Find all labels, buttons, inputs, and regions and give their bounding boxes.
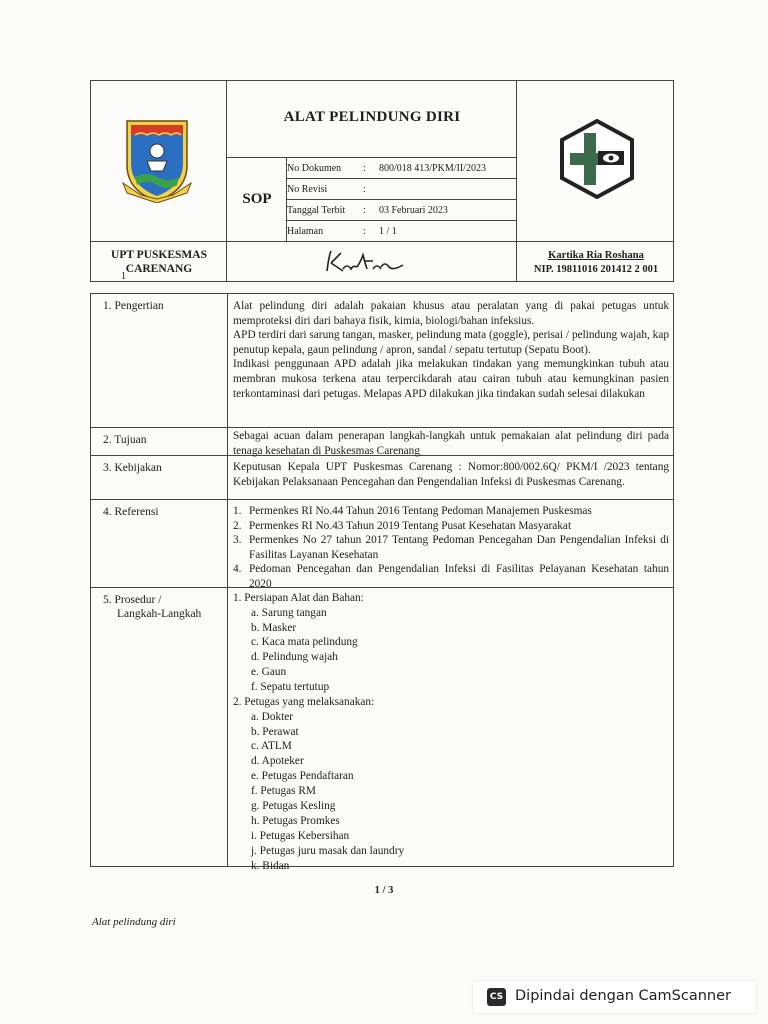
meta-colon: : [363, 226, 366, 237]
meta-tanggal-terbit [287, 200, 517, 221]
page-number: 1 / 3 [374, 885, 394, 896]
list-item: j. Petugas juru masak dan laundry [251, 844, 405, 857]
row-referensi [91, 499, 673, 588]
meta-value: 1 / 1 [379, 226, 397, 237]
paragraph: Indikasi penggunaan APD adalah jika melakukan tindakan yang memungkinkan tubuh atau membran mukosa terkena atau terpercikdarah atau cairan tubuh atau kemungkinan pasien terkontaminasi dari petugas. Melapas APD dilakukan jika tindakan sudah selesai dilakukan [233, 358, 669, 400]
meta-key: No Revisi [287, 184, 328, 195]
meta-value: 03 Februari 2023 [379, 205, 448, 216]
list-item: f. Petugas RM [251, 785, 316, 798]
regency-crest-icon [121, 113, 193, 203]
staff-list [233, 710, 669, 874]
unit-name: UPT PUSKESMAS CARENANG [111, 249, 207, 275]
list-item: d. Apoteker [251, 755, 304, 768]
row-label: 3. Kebijakan [103, 462, 162, 474]
list-item: b. Masker [251, 621, 297, 634]
puskesmas-hexagon-icon [560, 119, 634, 199]
meta-value: 800/018 413/PKM/II/2023 [379, 163, 486, 174]
camscanner-icon: CS [487, 988, 506, 1006]
row-tujuan [91, 427, 673, 456]
head-name: Kartika Ria Roshana [548, 250, 644, 261]
row-label: 1. Pengertian [103, 300, 164, 312]
head-of-puskesmas [517, 241, 675, 283]
sop-header [90, 80, 674, 282]
list-item: c. Kaca mata pelindung [251, 636, 358, 649]
row-prosedur [91, 587, 673, 872]
meta-key: Halaman [287, 226, 324, 237]
list-item: d. Pelindung wajah [251, 651, 338, 664]
list-item: 3. Permenkes No 27 tahun 2017 Tentang Pedoman Pencegahan Dan Pengendalian Infeksi di Fasilitas Layanan Kesehatan [233, 534, 669, 561]
logo-number: 1 [121, 271, 126, 282]
sop-content-table [90, 293, 674, 872]
section-title: 1. Persiapan Alat dan Bahan: [233, 592, 364, 604]
paragraph: Alat pelindung diri adalah pakaian khusus atau peralatan yang di pakai petugas untuk memproteksi diri dari bahaya fisik, kimia, biologi/bahan infeksius. [233, 300, 669, 327]
list-item: a. Dokter [251, 710, 294, 723]
section-title: 2. Petugas yang melaksanakan: [233, 696, 375, 709]
paragraph: APD terdiri dari sarung tangan, masker, pelindung mata (goggle), perisai / pelindung wajah, kap penutup kepala, gaun pelindung / apron, sandal / sepatu tertutup (Sepatu Boot). [233, 329, 669, 356]
signature-icon [323, 247, 413, 277]
puskesmas-logo-cell [517, 81, 675, 241]
row-pengertian [91, 294, 673, 427]
footer-document-title: Alat pelindung diri [92, 916, 176, 928]
list-item: k. Bidan [251, 859, 290, 872]
list-item: c. ATLM [251, 740, 292, 753]
list-item: h. Petugas Promkes [251, 814, 340, 827]
meta-no-dokumen [287, 158, 517, 179]
row-kebijakan [91, 455, 673, 500]
sop-label: SOP [242, 191, 272, 207]
regency-logo-cell [91, 81, 227, 241]
list-item: b. Perawat [251, 725, 299, 738]
signature-cell [227, 241, 517, 283]
list-item: 4. Pedoman Pencegahan dan Pengendalian Infeksi di Fasilitas Pelayanan Kesehatan tahun 2020 [233, 563, 669, 590]
meta-colon: : [363, 163, 366, 174]
list-item: i. Petugas Kebersihan [251, 829, 350, 842]
row-content: Keputusan Kepala UPT Puskesmas Carenang : Nomor:800/002.6Q/ PKM/I /2023 tentang Kebijakan Pelaksanaan Pencegahan dan Pengendalian Infeksi di Puskesmas Carenang. [233, 461, 669, 488]
camscanner-text: Dipindai dengan CamScanner [515, 988, 732, 1004]
row-label: 5. Prosedur / Langkah-Langkah [103, 594, 202, 620]
list-item: a. Sarung tangan [251, 606, 327, 619]
meta-no-revisi [287, 179, 517, 200]
meta-halaman [287, 221, 517, 242]
document-title: ALAT PELINDUNG DIRI [283, 109, 461, 125]
row-content [233, 591, 669, 874]
head-nip: NIP. 19811016 201412 2 001 [533, 264, 659, 275]
list-item: e. Petugas Pendaftaran [251, 770, 354, 783]
list-item: 1. Permenkes RI No.44 Tahun 2016 Tentang Pedoman Manajemen Puskesmas [233, 505, 592, 517]
tools-list [233, 606, 669, 695]
row-content [233, 299, 669, 401]
list-item: g. Petugas Kesling [251, 800, 336, 813]
row-content [233, 504, 669, 592]
list-item: 2. Permenkes RI No.43 Tahun 2019 Tentang Pusat Kesehatan Masyarakat [233, 519, 572, 532]
meta-colon: : [363, 184, 366, 195]
camscanner-watermark [473, 981, 756, 1013]
list-item: e. Gaun [251, 666, 287, 679]
meta-key: No Dokumen [287, 163, 342, 174]
row-content: Sebagai acuan dalam penerapan langkah-langkah untuk pemakaian alat pelindung diri pada tenaga kesehatan di Puskesmas Carenang [233, 430, 669, 457]
row-label: 4. Referensi [103, 506, 159, 518]
row-label: 2. Tujuan [103, 434, 147, 446]
meta-colon: : [363, 205, 366, 216]
meta-key: Tanggal Terbit [287, 205, 346, 216]
list-item: f. Sepatu tertutup [251, 681, 330, 694]
